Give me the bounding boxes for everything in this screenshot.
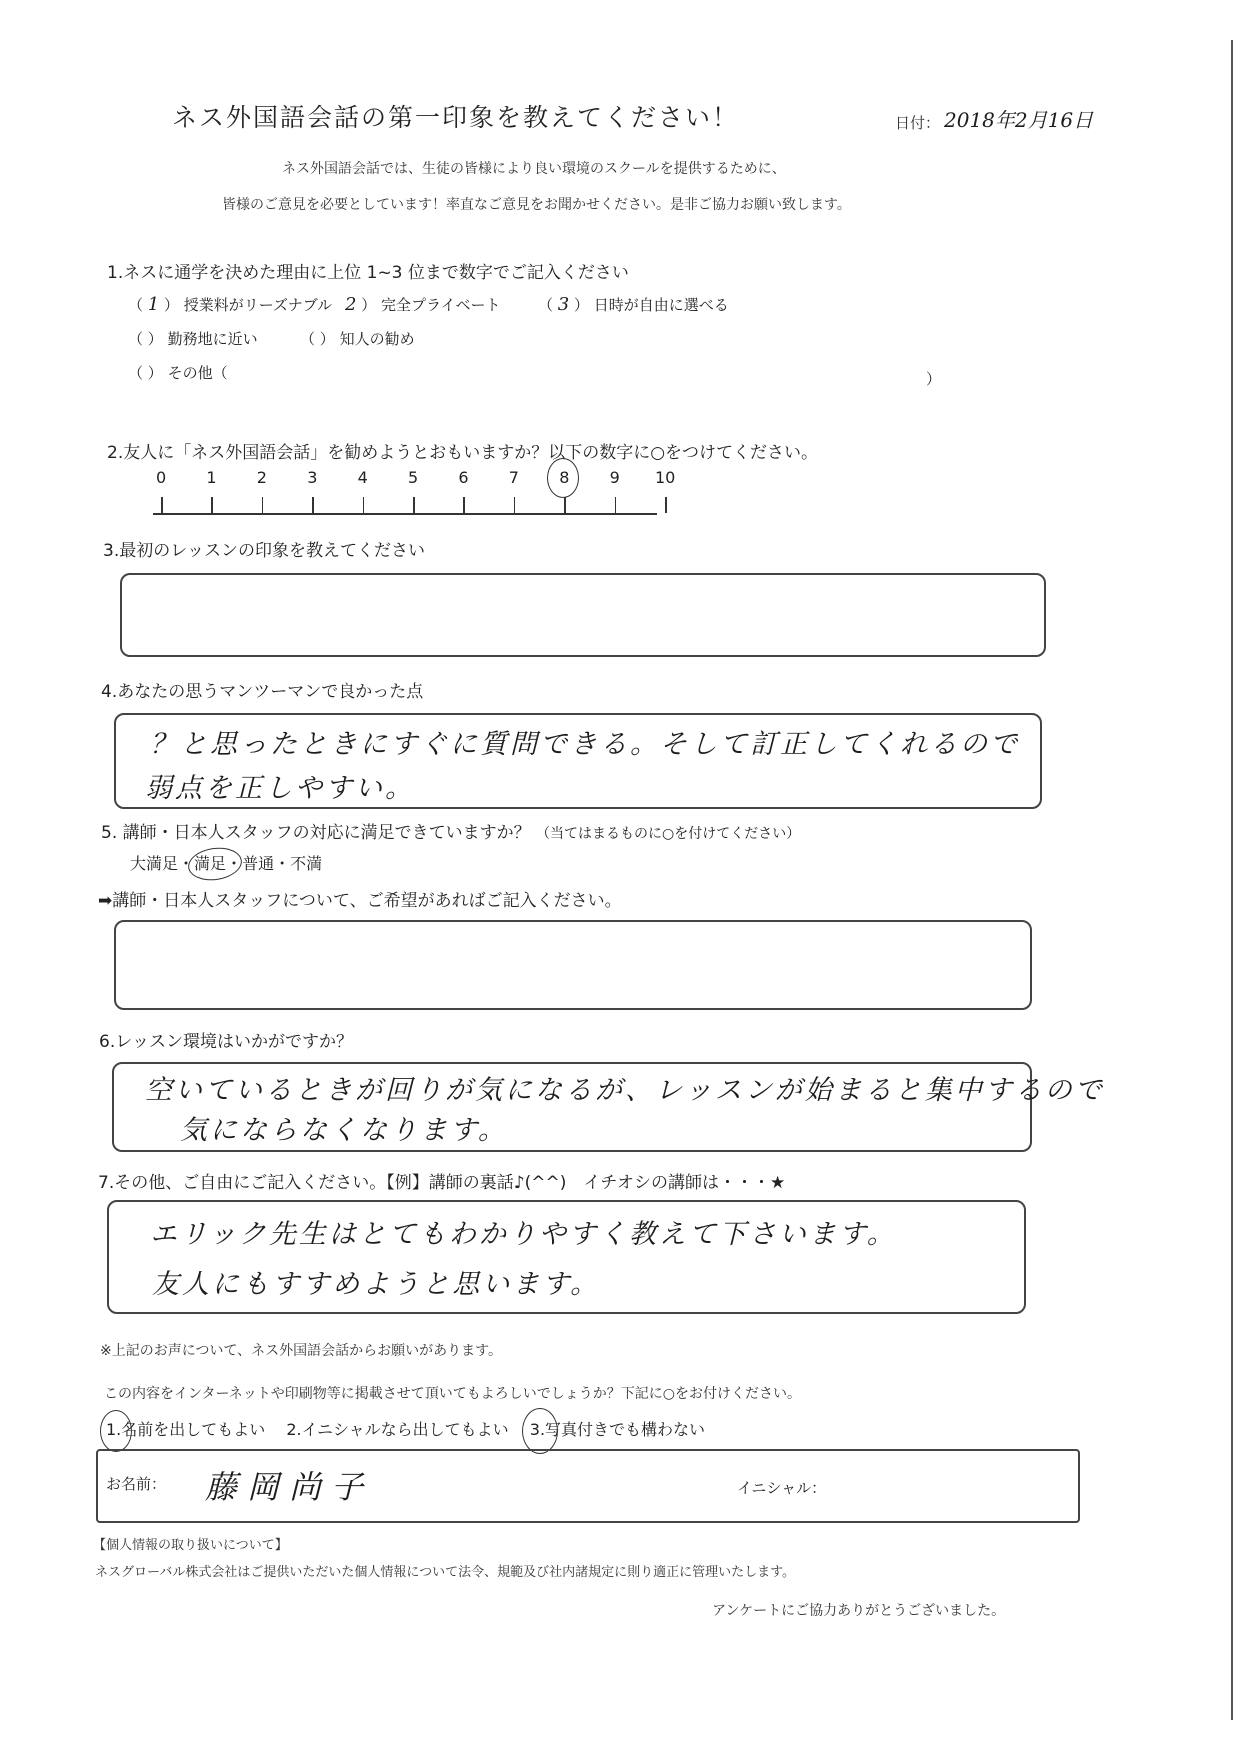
privacy-text: ネスグローバル株式会社はご提供いただいた個人情報について法令、規範及び社内諸規定に則り適正に管理いたします。 [95,1565,796,1580]
q1-other-close: ） [926,370,942,388]
scale-tick [211,497,213,513]
q1-answer-1: 1 [147,294,160,315]
q7-answer-line-1: エリック先生はとてもわかりやすく教えて下さいます。 [150,1219,897,1250]
q5-option-2[interactable]: 満足 [194,854,226,873]
scale-tick [413,497,415,513]
q5-note: （当てはまるものに○を付けてください） [536,826,801,842]
q7-answer-line-2: 友人にもすすめようと思います。 [152,1269,601,1300]
intro-line-1: ネス外国語会話では、生徒の皆様により良い環境のスクールを提供するために、 [282,161,786,177]
q5-question: 5. 講師・日本人スタッフの対応に満足できていますか？ （当てはまるものに○を付けてください） [101,823,801,843]
q2-question: 2.友人に「ネス外国語会話」を勧めようとおもいますか？以下の数字に○をつけてください。 [107,443,819,463]
q3-answer-box[interactable] [120,573,1046,657]
q6-answer-line-1: 空いているときが回りが気になるが、レッスンが始まると集中するので [145,1075,1105,1106]
q1-label-4: 勤務地に近い [167,330,258,348]
thanks-text: アンケートにご協力ありがとうございました。 [712,1603,1006,1619]
scale-number-10[interactable]: 10 [655,468,676,487]
scale-tick [665,497,667,513]
q1-answer-2: 2 [345,294,357,315]
q1-option-2[interactable]: 2 ） 完全プライベート [345,294,501,315]
date-value: 2018年2月16日 [944,108,1094,132]
q1-label-5: 知人の勧め [339,330,415,348]
scale-tick [514,497,516,513]
name-value: 藤岡尚子 [205,1468,374,1506]
privacy-heading: 【個人情報の取り扱いについて】 [93,1538,288,1553]
scale-line [153,513,657,515]
scale-number-5[interactable]: 5 [408,468,419,487]
scale-number-9[interactable]: 9 [609,468,620,487]
q1-option-3[interactable]: （ 3 ） 日時が自由に選べる [538,294,729,315]
q5-option-3[interactable]: 普通 [242,854,275,873]
scale-number-4[interactable]: 4 [357,468,368,487]
name-label: お名前： [106,1475,167,1493]
date-label: 日付： [895,114,941,132]
consent-option-1[interactable]: 1.名前を出してもよい [106,1420,265,1439]
scale-tick [564,497,566,513]
page-title: ネス外国語会話の第一印象を教えてください！ [172,103,740,132]
consent-question: この内容をインターネットや印刷物等に掲載させて頂いてもよろしいでしょうか？下記に○をお付けください。 [104,1386,801,1402]
scale-tick [363,497,365,513]
q6-question: 6.レッスン環境はいかがですか？ [99,1032,354,1052]
scale-number-2[interactable]: 2 [256,468,267,487]
consent-options[interactable] [106,1417,705,1440]
scale-number-1[interactable]: 1 [206,468,217,487]
q4-question: 4.あなたの思うマンツーマンで良かった点 [101,682,424,702]
q5-followup: ➡講師・日本人スタッフについて、ご希望があればご記入ください。 [98,891,622,911]
consent-option-3-circle [522,1408,558,1454]
q5-selected-circle [186,844,244,883]
q6-answer-line-2: 気にならなくなります。 [180,1115,508,1146]
scale-number-6[interactable]: 6 [458,468,469,487]
q7-question: 7.その他、ご自由にご記入ください。【例】講師の裏話♪(^^) イチオシの講師は・・・★ [98,1173,786,1193]
q1-option-6[interactable]: （ ） その他（ [128,364,228,382]
consent-option-1-circle [100,1410,132,1452]
scale-number-7[interactable]: 7 [508,468,519,487]
intro-line-2: 皆様のご意見を必要としています！率直なご意見をお聞かせください。是非ご協力お願い致します。 [222,197,851,213]
scale-tick [161,497,163,513]
consent-option-3[interactable]: 3.写真付きでも構わない [530,1420,705,1439]
q1-option-5[interactable]: （ ） 知人の勧め [300,330,415,348]
initial-label: イニシャル： [737,1479,827,1497]
q5-options[interactable]: 大満足・満足 ・普通・不満 [130,851,322,874]
q5-followup-box[interactable] [114,920,1032,1010]
q1-label-6: その他（ [167,364,228,382]
q5-option-4[interactable]: 不満 [290,854,323,873]
scale-selected-circle [547,458,579,498]
scale-tick [463,497,465,513]
q5-option-1[interactable]: 大満足 [130,854,179,873]
q1-label-2: 完全プライベート [381,296,501,314]
q1-label-1: 授業料がリーズナブル [183,296,333,314]
q1-label-3: 日時が自由に選べる [593,296,729,314]
scale-tick [262,497,264,513]
scale-number-0[interactable]: 0 [156,468,167,487]
q3-question: 3.最初のレッスンの印象を教えてください [103,541,426,561]
scan-edge-line [1231,40,1233,1720]
scale-tick [312,497,314,513]
consent-note: ※上記のお声について、ネス外国語会話からお願いがあります。 [100,1343,503,1359]
scale-tick [615,497,617,513]
q4-answer-line-2: 弱点を正しやすい。 [145,773,415,804]
consent-option-2[interactable]: 2.イニシャルなら出してもよい [286,1420,509,1439]
q1-answer-3: 3 [557,294,570,315]
q1-question: 1.ネスに通学を決めた理由に上位 1~3 位まで数字でご記入ください [107,263,629,283]
scale-number-8[interactable]: 8 [559,468,570,487]
scale-number-3[interactable]: 3 [307,468,318,487]
q1-option-4[interactable]: （ ） 勤務地に近い [128,330,258,348]
q1-option-1[interactable]: （ 1 ） 授業料がリーズナブル [128,294,333,315]
q4-answer-line-1: ？と思ったときにすぐに質問できる。そして訂正してくれるので [150,729,1020,760]
